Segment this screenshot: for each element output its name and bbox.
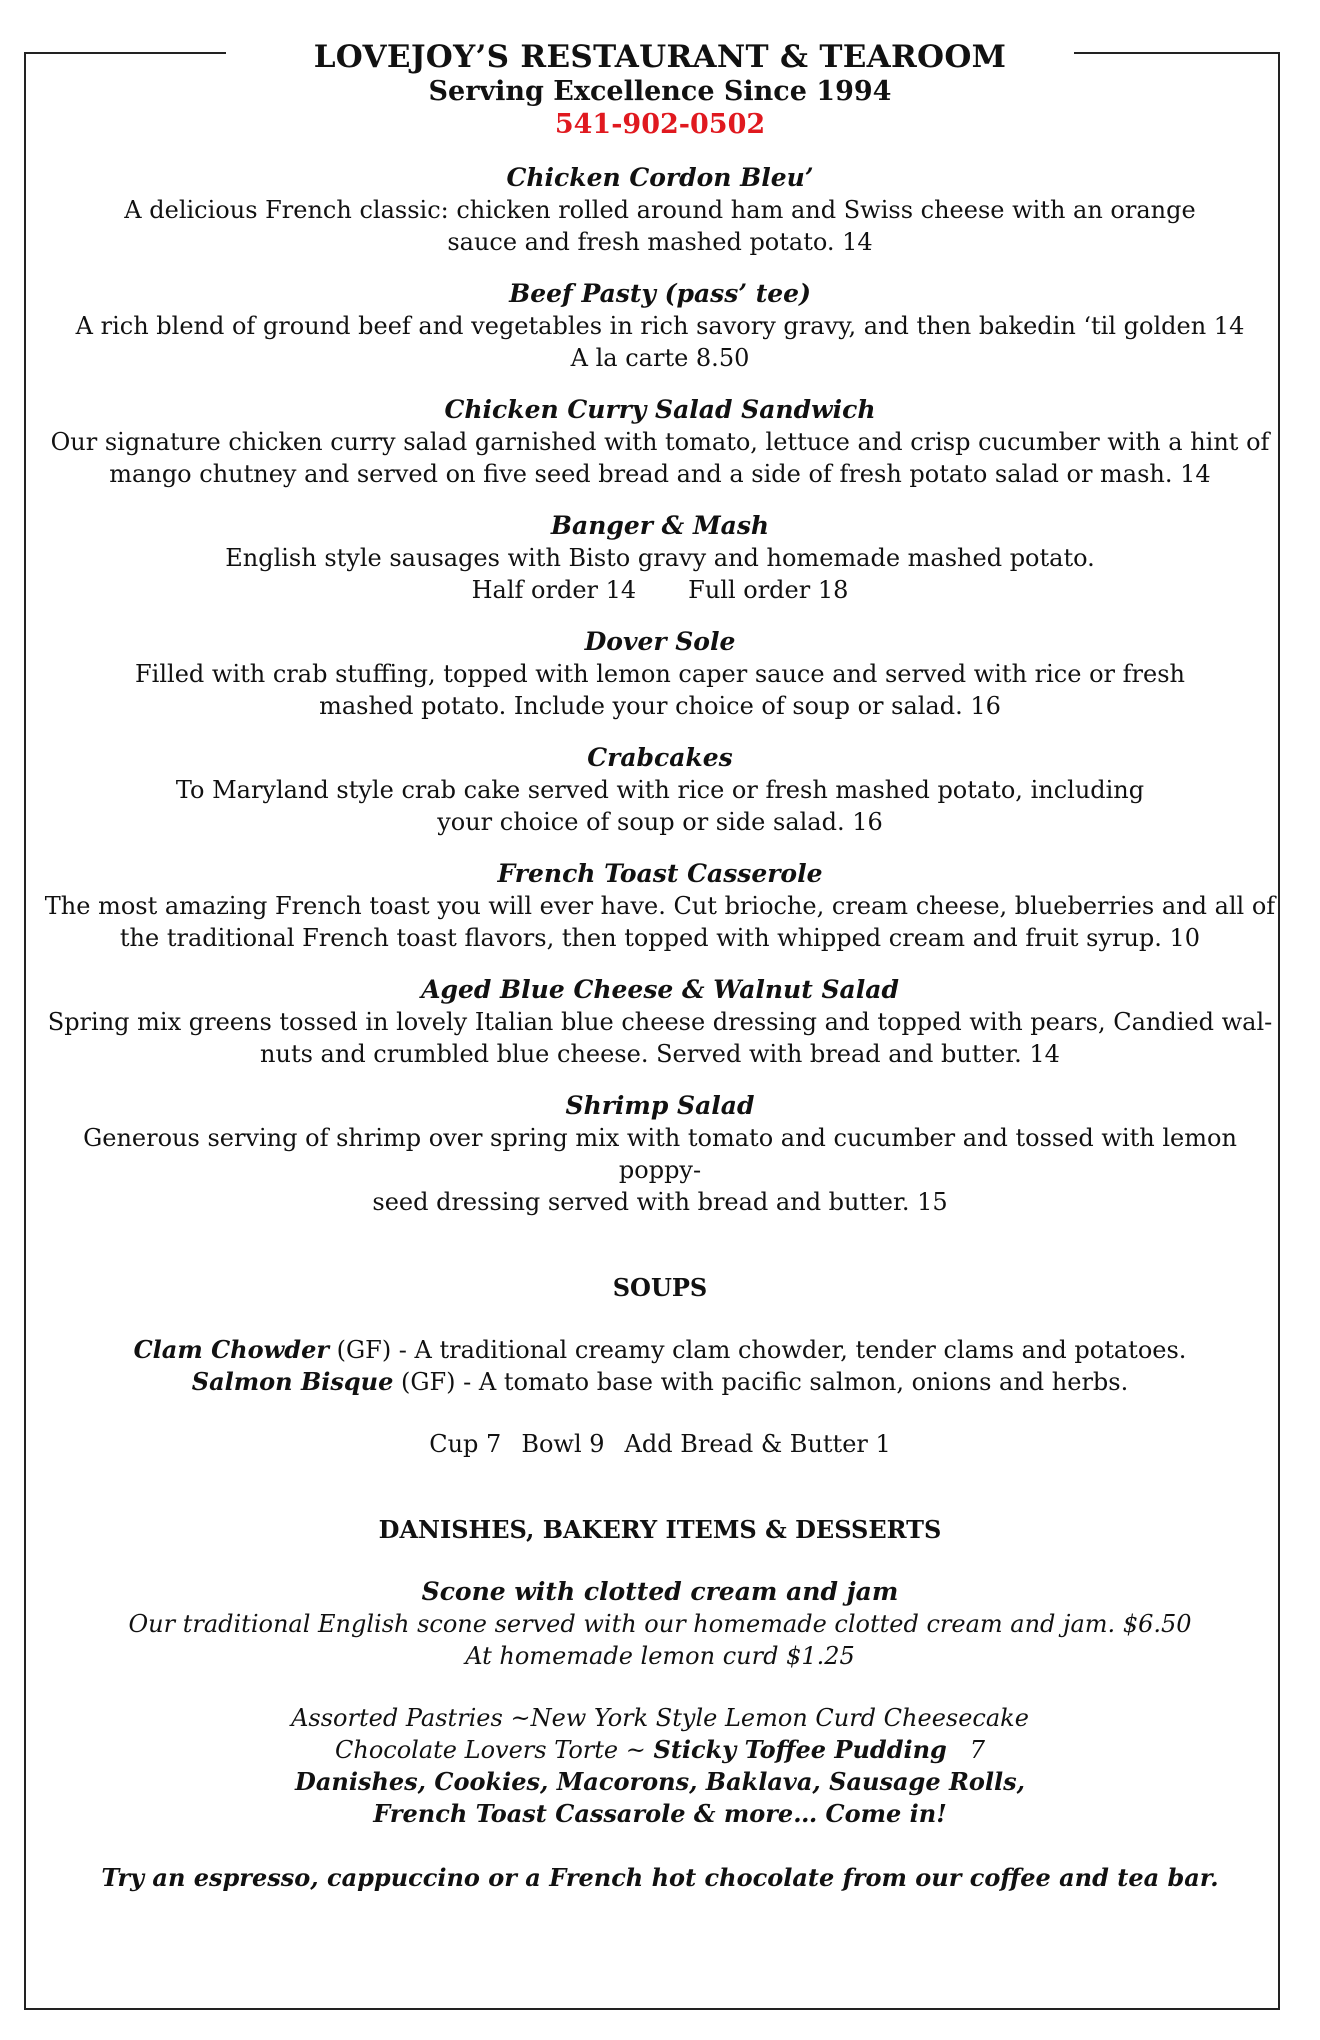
assorted-line-2 — [40, 1734, 1280, 1766]
bread-butter-price: Add Bread & Butter 1 — [624, 1430, 891, 1458]
item-desc: Filled with crab stuffing, topped with lemon caper sauce and served with rice or fresh — [135, 660, 1185, 688]
soup-clam-chowder — [40, 1334, 1280, 1366]
soup-desc: (GF) - A tomato base with pacific salmon, onions and herbs. — [393, 1368, 1129, 1396]
torte-text: Chocolate Lovers Torte ~ — [335, 1736, 654, 1764]
dessert-price: 7 — [946, 1736, 985, 1764]
menu-item-blue-cheese-walnut-salad — [40, 974, 1280, 1070]
item-name: Scone with clotted cream and jam — [421, 1577, 899, 1606]
item-name: Shrimp Salad — [565, 1091, 755, 1120]
cup-price: Cup 7 — [429, 1430, 502, 1458]
item-name: Banger & Mash — [550, 511, 770, 540]
menu-page — [40, 38, 1280, 1894]
half-order-price: Half order 14 — [471, 576, 637, 604]
bowl-price: Bowl 9 — [521, 1430, 605, 1458]
item-desc: To Maryland style crab cake served with rice or fresh mashed potato, including — [175, 776, 1145, 804]
item-desc: Our traditional English scone served with our homemade clotted cream and jam. $6.50 — [128, 1610, 1192, 1638]
sticky-toffee-text: Sticky Toffee Pudding — [653, 1735, 947, 1764]
item-desc: A rich blend of ground beef and vegetables in rich savory gravy, and then bakedin ‘til golden 14 — [75, 312, 1245, 340]
assorted-line-4: French Toast Cassarole & more… Come in! — [373, 1799, 947, 1828]
full-order-price: Full order 18 — [688, 576, 849, 604]
item-name: Dover Sole — [584, 627, 736, 656]
soup-name: Salmon Bisque — [191, 1367, 394, 1396]
soup-desc: (GF) - A traditional creamy clam chowder, tender clams and potatoes. — [329, 1336, 1187, 1364]
menu-item-banger-mash — [40, 510, 1280, 606]
menu-item-chicken-curry-salad-sandwich — [40, 394, 1280, 490]
menu-item-crabcakes — [40, 742, 1280, 838]
assorted-line-3: Danishes, Cookies, Macorons, Baklava, Sausage Rolls, — [295, 1767, 1025, 1796]
item-desc: A la carte 8.50 — [570, 344, 750, 372]
item-desc: seed dressing served with bread and butter. 15 — [372, 1188, 948, 1216]
menu-item-chicken-cordon-bleu — [40, 162, 1280, 258]
item-desc: mango chutney and served on five seed bread and a side of fresh potato salad or mash. 14 — [109, 460, 1211, 488]
soups-heading: SOUPS — [612, 1273, 708, 1302]
closing-line: Try an espresso, cappuccino or a French hot chocolate from our coffee and tea bar. — [101, 1863, 1219, 1892]
item-desc: The most amazing French toast you will ever have. Cut brioche, cream cheese, blueberries and all of — [44, 892, 1276, 920]
item-desc: sauce and fresh mashed potato. 14 — [447, 228, 873, 256]
item-pricing — [40, 574, 1280, 606]
item-desc: At homemade lemon curd $1.25 — [465, 1642, 855, 1670]
menu-item-beef-pasty — [40, 278, 1280, 374]
item-name: Chicken Cordon Bleu’ — [506, 163, 814, 192]
restaurant-name: LOVEJOY’S RESTAURANT & TEAROOM — [313, 39, 1007, 75]
menu-item-shrimp-salad — [40, 1090, 1280, 1218]
soup-name: Clam Chowder — [133, 1335, 329, 1364]
item-desc: your choice of soup or side salad. 16 — [437, 808, 883, 836]
menu-item-french-toast-casserole — [40, 858, 1280, 954]
soups-list — [40, 1334, 1280, 1398]
desserts-heading: DANISHES, BAKERY ITEMS & DESSERTS — [378, 1515, 942, 1544]
item-desc: Spring mix greens tossed in lovely Italian blue cheese dressing and topped with pears, Candied wal- — [47, 1008, 1273, 1036]
soup-salmon-bisque — [40, 1366, 1280, 1398]
item-desc: mashed potato. Include your choice of soup or salad. 16 — [319, 692, 1001, 720]
item-desc: nuts and crumbled blue cheese. Served with bread and butter. 14 — [260, 1040, 1060, 1068]
assorted-line-1: Assorted Pastries ~New York Style Lemon Curd Cheesecake — [291, 1704, 1029, 1732]
menu-item-dover-sole — [40, 626, 1280, 722]
item-desc: Our signature chicken curry salad garnished with tomato, lettuce and crisp cucumber with a hint of — [50, 428, 1270, 456]
soup-prices — [40, 1428, 1280, 1460]
assorted-desserts — [40, 1702, 1280, 1830]
item-name: Aged Blue Cheese & Walnut Salad — [421, 975, 899, 1004]
item-desc: Generous serving of shrimp over spring mix with tomato and cucumber and tossed with lemon poppy- — [83, 1124, 1237, 1184]
item-name: French Toast Casserole — [497, 859, 823, 888]
item-desc: English style sausages with Bisto gravy and homemade mashed potato. — [225, 544, 1095, 572]
item-name: Chicken Curry Salad Sandwich — [444, 395, 876, 424]
item-desc: the traditional French toast flavors, then topped with whipped cream and fruit syrup. 10 — [119, 924, 1201, 952]
tagline: Serving Excellence Since 1994 — [428, 76, 892, 107]
item-name: Crabcakes — [587, 743, 733, 772]
phone-number: 541-902-0502 — [554, 109, 766, 140]
item-name: Beef Pasty (pass’ tee) — [509, 279, 811, 308]
item-desc: A delicious French classic: chicken rolled around ham and Swiss cheese with an orange — [124, 196, 1196, 224]
menu-item-scone — [40, 1576, 1280, 1672]
